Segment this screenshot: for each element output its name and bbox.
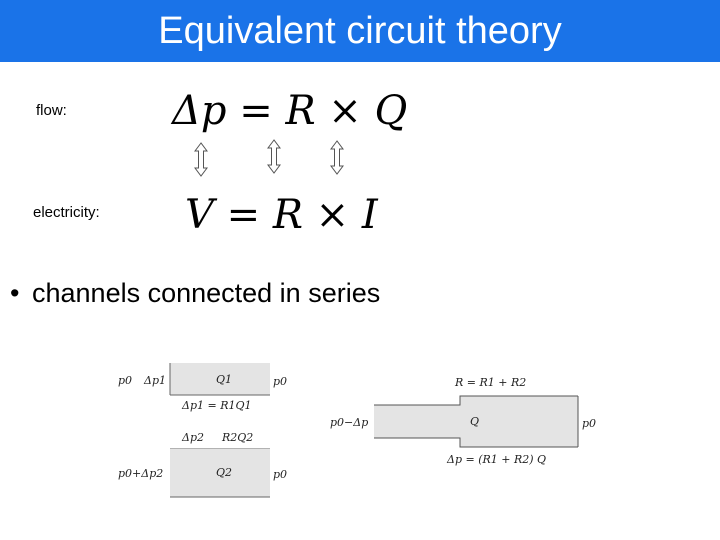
dp1-formula: Δp1 = R1Q1 — [182, 399, 252, 412]
r-formula: R = R1 + R2 — [455, 376, 527, 389]
dp1-label: Δp1 — [144, 374, 166, 387]
p0-top-right: p0 — [273, 375, 288, 388]
right-pressure: p0 — [582, 417, 597, 430]
p0-plus-dp2-label: p0+Δp2 — [118, 467, 164, 480]
arrow-delta-p-v-icon — [195, 143, 207, 176]
r2q2-label: R2Q2 — [222, 431, 254, 444]
p0-bottom-right: p0 — [273, 468, 288, 481]
slide-title: Equivalent circuit theory — [158, 10, 562, 52]
q2-label: Q2 — [216, 466, 233, 479]
flow-label: flow: — [36, 102, 67, 119]
arrow-q-i-icon — [331, 141, 343, 174]
bullet-icon: • — [10, 278, 20, 308]
arrow-r-r-icon — [268, 140, 280, 173]
q-label: Q — [470, 415, 480, 428]
left-pressure: p0−Δp — [330, 416, 369, 429]
electricity-equation: V = R × I — [185, 192, 378, 238]
flow-equation: Δp = R × Q — [172, 88, 408, 134]
equivalent-channel-diagram — [330, 376, 596, 466]
electricity-label: electricity: — [33, 204, 100, 221]
bullet-text: channels connected in series — [32, 278, 381, 308]
q1-label: Q1 — [216, 373, 233, 386]
series-channels-diagram — [118, 363, 287, 497]
dp2-label: Δp2 — [182, 431, 204, 444]
dp-formula: Δp = (R1 + R2) Q — [447, 453, 547, 466]
p0-top-left: p0 — [118, 374, 133, 387]
